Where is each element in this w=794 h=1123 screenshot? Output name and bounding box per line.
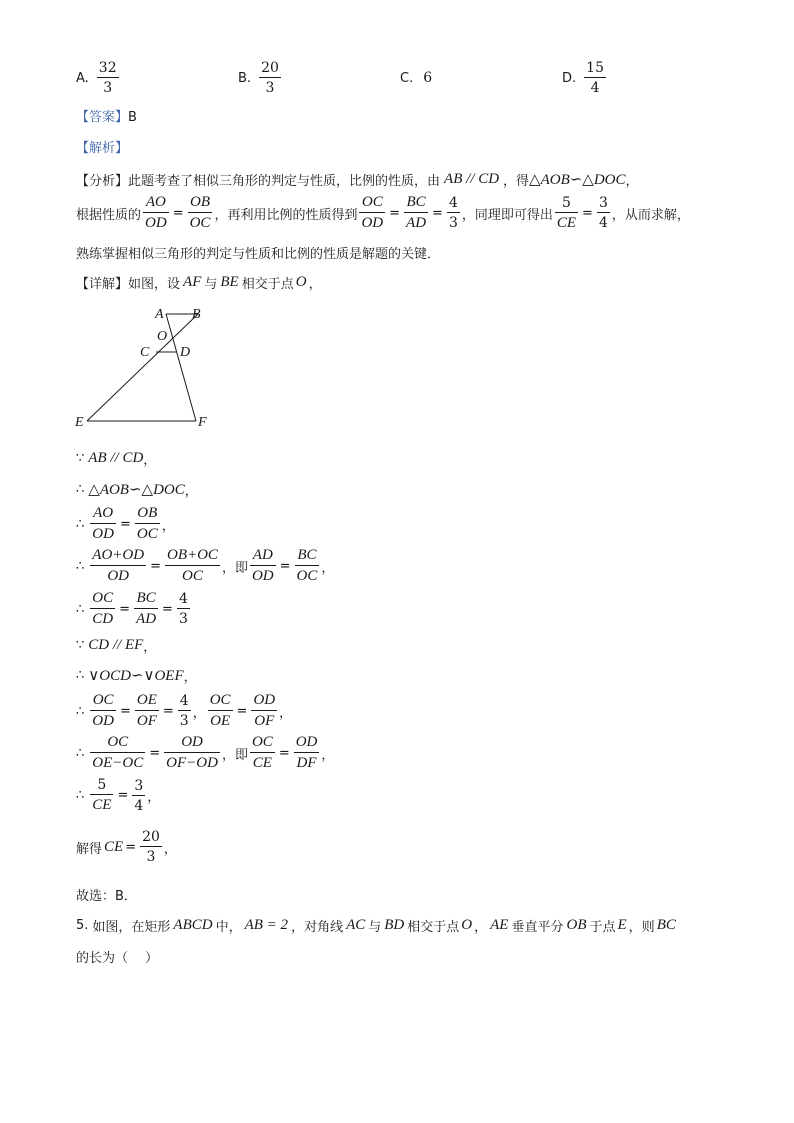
label-d: D <box>180 345 191 360</box>
option-d-label: D. <box>562 70 577 86</box>
label-b: B <box>192 307 201 322</box>
frac-den: OD <box>107 568 130 584</box>
frac-den: CE <box>252 755 272 771</box>
fraction <box>294 734 320 772</box>
detail-var: O <box>295 274 307 290</box>
step-punct: ， <box>163 841 177 857</box>
option-c-label: C. <box>400 70 414 86</box>
question-var: E <box>617 917 627 933</box>
frac-den: 4 <box>598 215 608 231</box>
frac-num: 5 <box>555 195 578 213</box>
fenxi-expr: AB // CD <box>444 171 500 187</box>
frac-num: OC <box>90 734 145 753</box>
equals: = <box>149 745 161 761</box>
frac-den: OC <box>189 215 211 231</box>
therefore-symbol: ∴ <box>76 482 85 497</box>
label-c: C <box>140 345 150 360</box>
answer-line <box>76 106 137 125</box>
frac-den: CE <box>556 214 577 231</box>
frac-num: OE <box>135 692 159 711</box>
step-punct: ， <box>147 790 161 805</box>
detail-text: 与 <box>204 277 218 292</box>
frac-num: OC <box>250 734 275 753</box>
frac-den: OD <box>92 713 114 729</box>
frac-num: 4 <box>179 693 189 709</box>
option-a-fraction <box>97 60 119 96</box>
question-var: AE <box>490 917 509 933</box>
fraction <box>140 829 162 865</box>
fraction <box>164 734 220 772</box>
frac-den: OD <box>361 215 384 231</box>
frac-num: OD <box>294 734 320 753</box>
fraction <box>177 591 190 627</box>
question-text: 相交于点 <box>407 920 460 935</box>
step-expr: AB // CD <box>88 450 144 466</box>
fenxi-text: ，同理即可得出 <box>461 207 553 223</box>
therefore-symbol: ∴ <box>76 668 85 683</box>
equals: = <box>162 703 174 719</box>
geometry-figure <box>70 300 220 432</box>
fraction <box>178 693 191 729</box>
equals: = <box>119 703 131 719</box>
question-text: 如图，在矩形 <box>92 920 171 935</box>
step-expr: CD // EF <box>88 637 144 653</box>
option-d-num: 15 <box>586 60 604 76</box>
fraction <box>90 547 146 585</box>
step-8 <box>76 692 292 730</box>
fraction <box>135 505 160 543</box>
question-text: 于点 <box>589 920 616 935</box>
step-punct: ， <box>321 747 335 763</box>
equals: = <box>119 516 131 532</box>
fraction <box>295 547 320 585</box>
detail-line <box>76 273 322 292</box>
analysis-line-3: 熟练掌握相似三角形的判定与性质和比例的性质是解题的关键． <box>76 247 441 262</box>
frac-num: 20 <box>142 829 160 845</box>
question-text: ，对角线 <box>291 920 344 935</box>
equals: = <box>279 558 291 574</box>
option-b-den: 3 <box>265 80 275 96</box>
frac-num: BC <box>404 194 428 213</box>
step-text: ，即 <box>221 560 248 576</box>
option-b[interactable] <box>238 60 283 96</box>
equals: = <box>119 601 131 617</box>
detail-text: 相交于点 <box>241 277 294 292</box>
question-text: 与 <box>368 920 382 935</box>
label-o: O <box>157 329 168 344</box>
frac-num: 3 <box>134 777 144 794</box>
step-3 <box>76 505 175 543</box>
fraction <box>134 590 158 628</box>
question-text: ， <box>474 920 488 935</box>
equals: = <box>162 601 173 617</box>
fraction <box>90 734 145 772</box>
question-var: AB = 2 <box>244 917 289 933</box>
question-5-line-1 <box>76 916 678 935</box>
fraction <box>359 194 385 232</box>
frac-den: OE−OC <box>92 755 144 771</box>
answer-tag: 【答案】 <box>76 110 129 125</box>
frac-num: 3 <box>598 195 608 211</box>
fenxi-text: ，从而求解， <box>611 207 690 223</box>
step-text: 解得 <box>76 841 103 857</box>
frac-num: OC <box>90 590 115 609</box>
detail-text: ， <box>308 277 322 292</box>
option-a[interactable] <box>76 60 121 96</box>
step-punct: ， <box>183 670 197 685</box>
equals: = <box>389 205 401 221</box>
step-1 <box>76 449 156 468</box>
fenxi-text: 根据性质的 <box>76 207 142 223</box>
frac-den: OF <box>136 713 157 729</box>
frac-den: 4 <box>134 797 144 814</box>
fenxi-tag: 【分析】 <box>76 174 129 189</box>
label-f: F <box>198 415 207 430</box>
step-punct: ， <box>321 560 335 576</box>
fraction <box>90 777 113 814</box>
step-4 <box>76 547 334 585</box>
frac-num: OB <box>188 194 213 213</box>
frac-num: AO <box>90 505 116 524</box>
fraction <box>251 692 277 730</box>
step-11 <box>76 829 177 865</box>
step-expr: △AOB∽△DOC <box>88 482 185 498</box>
label-e: E <box>75 415 84 430</box>
equals: = <box>582 205 593 221</box>
frac-num: AO <box>143 194 169 213</box>
equals: = <box>125 839 137 855</box>
label-a: A <box>155 307 164 322</box>
frac-den: 3 <box>146 849 156 865</box>
fraction <box>208 692 233 730</box>
frac-den: 3 <box>178 611 188 627</box>
step-12: 故选：B． <box>76 889 137 904</box>
therefore-symbol: ∴ <box>76 745 85 761</box>
question-var: BC <box>656 917 676 933</box>
frac-num: AD <box>250 547 276 566</box>
question-number: 5. <box>76 918 89 933</box>
frac-den: OD <box>92 526 114 542</box>
step-punct: ， <box>143 640 157 655</box>
detail-tag: 【详解】 <box>76 277 129 292</box>
detail-text: 如图，设 <box>128 277 181 292</box>
frac-num: 4 <box>448 195 458 211</box>
frac-num: BC <box>295 547 320 566</box>
frac-den: 3 <box>179 713 189 729</box>
frac-den: OC <box>136 526 158 542</box>
step-punct: ， <box>184 484 198 499</box>
therefore-symbol: ∴ <box>76 516 85 532</box>
therefore-symbol: ∴ <box>76 788 85 803</box>
option-a-den: 3 <box>103 80 113 96</box>
because-symbol: ∵ <box>76 638 85 653</box>
frac-num: AO+OD <box>90 547 146 566</box>
step-text: ， <box>192 705 206 721</box>
equals: = <box>150 558 161 574</box>
question-var: OB <box>566 917 587 933</box>
frac-num: OC <box>359 194 385 213</box>
question-text: ，则 <box>628 920 655 935</box>
option-b-label: B. <box>238 70 252 86</box>
fraction <box>597 195 610 231</box>
step-9 <box>76 734 334 772</box>
question-var: ABCD <box>173 917 213 933</box>
step-punct: ， <box>279 705 293 721</box>
step-expr: ∨OCD∽∨OEF <box>88 668 184 684</box>
frac-den: OD <box>251 568 274 584</box>
question-var: BD <box>384 917 405 933</box>
fraction <box>135 692 159 730</box>
frac-den: OE <box>210 713 231 729</box>
frac-num: OD <box>164 734 220 753</box>
fraction <box>555 195 578 232</box>
therefore-symbol: ∴ <box>76 703 85 719</box>
question-var: AC <box>346 917 366 933</box>
question-text: 垂直平分 <box>511 920 564 935</box>
option-d-den: 4 <box>590 80 600 96</box>
fenxi-text: ，再利用比例的性质得到 <box>214 207 358 223</box>
option-a-label: A. <box>76 70 89 86</box>
step-punct: ， <box>161 518 175 534</box>
step-var: CE <box>104 838 124 855</box>
option-a-num: 32 <box>98 60 117 76</box>
equals: = <box>278 745 290 761</box>
question-5-line-2: 的长为（ ） <box>76 951 159 966</box>
option-c-value: 6 <box>423 70 433 86</box>
frac-den: CE <box>92 797 112 813</box>
therefore-symbol: ∴ <box>76 558 85 574</box>
detail-var: AF <box>183 274 202 290</box>
fraction <box>132 778 145 814</box>
equals: = <box>236 703 248 719</box>
frac-den: AD <box>136 611 157 627</box>
step-punct: ， <box>143 453 157 468</box>
frac-num: 5 <box>90 777 113 795</box>
answer-value: B <box>128 110 137 125</box>
frac-num: OB+OC <box>165 547 220 566</box>
question-text: 中， <box>215 920 242 935</box>
option-d[interactable] <box>562 60 608 96</box>
frac-den: OC <box>182 568 203 584</box>
frac-num: OB <box>135 505 160 524</box>
frac-num: BC <box>134 590 158 609</box>
frac-den: AD <box>406 215 427 231</box>
frac-den: OF−OD <box>166 755 218 771</box>
option-d-fraction <box>584 60 606 96</box>
option-b-num: 20 <box>261 60 279 76</box>
fraction <box>447 195 460 231</box>
step-5 <box>76 590 192 628</box>
fenxi-text: 此题考查了相似三角形的判定与性质，比例的性质，由 <box>128 174 441 189</box>
frac-num: OC <box>208 692 233 711</box>
step-7 <box>76 666 197 685</box>
fraction <box>143 194 169 232</box>
fraction <box>165 547 220 585</box>
frac-num: 4 <box>178 591 188 607</box>
frac-num: OC <box>90 692 116 711</box>
step-10 <box>76 777 160 814</box>
fenxi-text: ， <box>625 174 639 189</box>
therefore-symbol: ∴ <box>76 601 85 617</box>
fenxi-text: ，得 <box>503 174 530 189</box>
equals: = <box>117 788 129 803</box>
fraction <box>250 734 275 772</box>
frac-den: OC <box>296 568 318 584</box>
analysis-line-2 <box>76 194 690 232</box>
question-var: O <box>461 917 473 933</box>
fraction <box>90 505 116 543</box>
frac-den: CD <box>92 611 114 627</box>
fraction <box>90 692 116 730</box>
detail-var: BE <box>220 274 239 290</box>
fraction <box>250 547 276 585</box>
step-2 <box>76 480 198 499</box>
option-c[interactable] <box>400 70 432 86</box>
frac-num: OD <box>251 692 277 711</box>
equals: = <box>172 205 184 221</box>
analysis-line-1 <box>76 170 639 189</box>
frac-den: OF <box>254 713 275 729</box>
because-symbol: ∵ <box>76 451 85 466</box>
equals: = <box>432 205 443 221</box>
fenxi-expr: △AOB∽△DOC <box>529 172 626 188</box>
frac-den: OD <box>145 215 167 231</box>
step-6 <box>76 636 156 655</box>
fraction <box>404 194 428 232</box>
step-text: ，即 <box>221 747 248 763</box>
fraction <box>188 194 213 232</box>
frac-den: 3 <box>448 215 458 231</box>
frac-den: DF <box>296 755 317 771</box>
option-b-fraction <box>259 60 281 96</box>
fraction <box>90 590 115 628</box>
analysis-tag: 【解析】 <box>76 141 129 156</box>
